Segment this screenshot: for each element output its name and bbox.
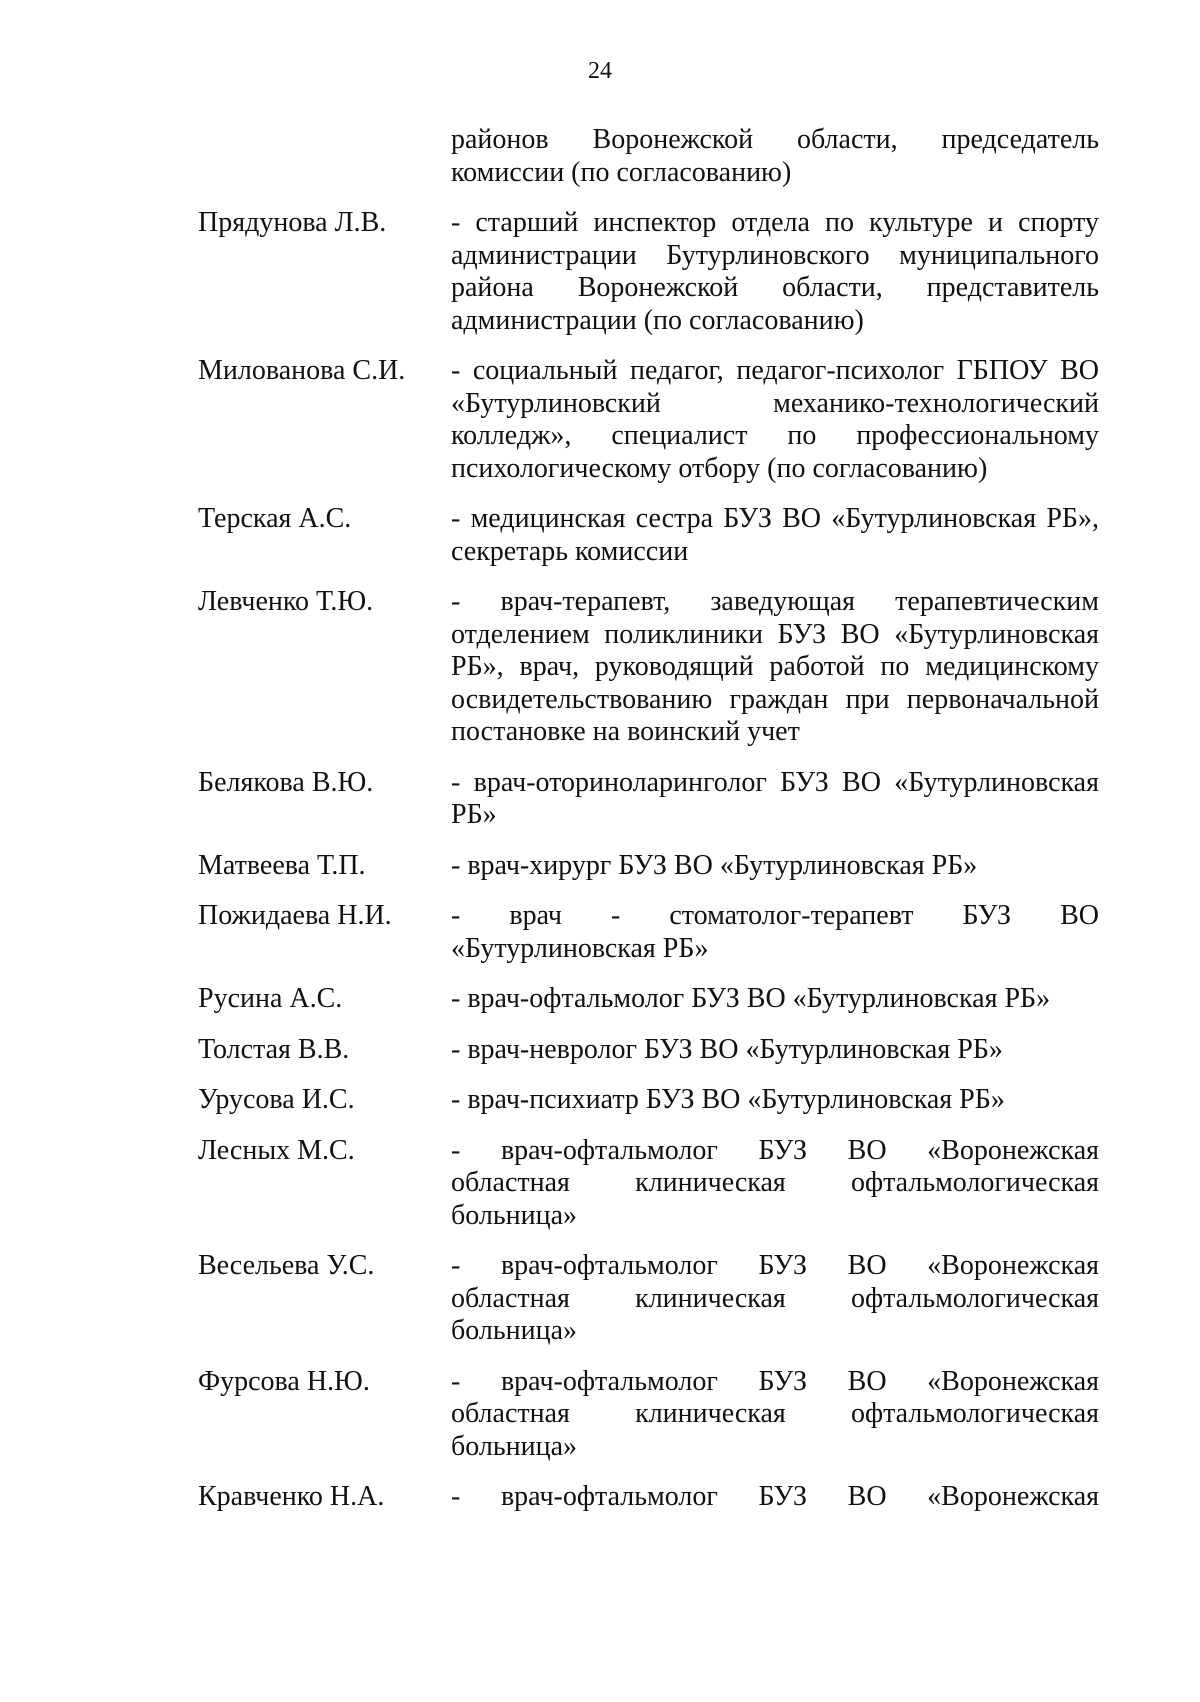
description-line: освидетельствованию граждан при первоначальной (451, 683, 1099, 715)
description-line: психологическому отбору (по согласованию) (451, 452, 988, 484)
member-name: Милованова С.И. (198, 355, 406, 386)
description-line: - врач-терапевт, заведующая терапевтическим (451, 586, 1099, 617)
description-line: - врач-психиатр БУЗ ВО «Бутурлиновская РБ» (451, 1084, 1005, 1115)
description-line: «Бутурлиновская РБ» (451, 932, 709, 964)
member-name: Урусова И.С. (198, 1084, 355, 1115)
member-entry (0, 767, 1200, 832)
member-entry (0, 586, 1200, 749)
member-name: Пожидаева Н.И. (198, 900, 392, 931)
member-description (451, 1135, 1099, 1233)
description-line: - социальный педагог, педагог-психолог ГБПОУ ВО (451, 355, 1099, 386)
member-name: Лесных М.С. (198, 1134, 355, 1166)
member-entry (0, 1084, 1200, 1117)
continuation-description (451, 124, 1099, 189)
member-entry (0, 900, 1200, 965)
member-name: Терская А.С. (198, 503, 352, 534)
member-description (451, 983, 1099, 1016)
commission-list (0, 124, 1200, 1514)
description-line: областная клиническая офтальмологическая (451, 1167, 1099, 1198)
description-line: отделением поликлиники БУЗ ВО «Бутурлиновская (451, 618, 1099, 650)
member-entry (0, 1135, 1200, 1233)
description-line: - врач-оториноларинголог БУЗ ВО «Бутурлиновская (451, 766, 1099, 798)
description-line: - врач-хирург БУЗ ВО «Бутурлиновская РБ» (451, 849, 978, 881)
description-line: «Бутурлиновский механико-технологический (451, 387, 1099, 419)
member-entry (0, 850, 1200, 883)
member-entry (0, 1481, 1200, 1514)
member-description (451, 586, 1099, 749)
description-line: РБ», врач, руководящий работой по медицинскому (451, 651, 1099, 682)
description-line: - старший инспектор отдела по культуре и спорту (451, 207, 1099, 238)
member-name: Левченко Т.Ю. (198, 586, 374, 617)
continuation-entry (0, 124, 1200, 189)
description-line: областная клиническая офтальмологическая (451, 1282, 1099, 1314)
member-entry (0, 207, 1200, 337)
member-description (451, 1481, 1099, 1514)
member-description (451, 900, 1099, 965)
description-line: - врач - стоматолог-терапевт БУЗ ВО (451, 900, 1099, 931)
description-line: больница» (451, 1199, 577, 1231)
member-description (451, 1250, 1099, 1348)
description-line: - медицинская сестра БУЗ ВО «Бутурлиновская РБ», (451, 503, 1099, 534)
member-name: Весельева У.С. (198, 1250, 375, 1281)
member-name: Русина А.С. (198, 983, 343, 1014)
description-line: областная клиническая офтальмологическая (451, 1398, 1099, 1429)
description-line: - врач-офтальмолог БУЗ ВО «Воронежская (451, 1365, 1099, 1397)
member-name: Толстая В.В. (198, 1033, 350, 1065)
description-line: - врач-офтальмолог БУЗ ВО «Воронежская (451, 1481, 1099, 1512)
member-entry (0, 1366, 1200, 1464)
member-name: Прядунова Л.В. (198, 207, 387, 238)
description-line: комиссии (по согласованию) (451, 156, 792, 188)
description-line: районов Воронежской области, председатель (451, 124, 1099, 155)
description-line: больница» (451, 1430, 577, 1462)
description-line: администрации (по согласованию) (451, 304, 864, 336)
member-entry (0, 1034, 1200, 1067)
description-line: секретарь комиссии (451, 535, 689, 567)
description-line: РБ» (451, 799, 497, 830)
member-description (451, 1366, 1099, 1464)
description-line: - врач-офтальмолог БУЗ ВО «Воронежская (451, 1250, 1099, 1281)
member-entry (0, 503, 1200, 568)
member-description (451, 355, 1099, 485)
description-line: - врач-невролог БУЗ ВО «Бутурлиновская РБ» (451, 1033, 1003, 1065)
description-line: - врач-офтальмолог БУЗ ВО «Воронежская (451, 1134, 1099, 1166)
page-number: 24 (588, 58, 612, 84)
member-name: Кравченко Н.А. (198, 1481, 385, 1512)
description-line: района Воронежской области, представитель (451, 272, 1099, 303)
description-line: администрации Бутурлиновского муниципального (451, 239, 1099, 271)
member-description (451, 1034, 1099, 1067)
member-name: Матвеева Т.П. (198, 849, 366, 881)
member-entry (0, 1250, 1200, 1348)
member-name: Фурсова Н.Ю. (198, 1365, 370, 1397)
member-description (451, 767, 1099, 832)
member-entry (0, 355, 1200, 485)
description-line: постановке на воинский учет (451, 716, 800, 747)
member-description (451, 207, 1099, 337)
description-line: - врач-офтальмолог БУЗ ВО «Бутурлиновская РБ» (451, 983, 1051, 1014)
member-entry (0, 983, 1200, 1016)
description-line: колледж», специалист по профессиональному (451, 420, 1099, 451)
member-name: Белякова В.Ю. (198, 766, 374, 798)
description-line: больница» (451, 1315, 577, 1346)
member-description (451, 850, 1099, 883)
member-description (451, 503, 1099, 568)
member-description (451, 1084, 1099, 1117)
